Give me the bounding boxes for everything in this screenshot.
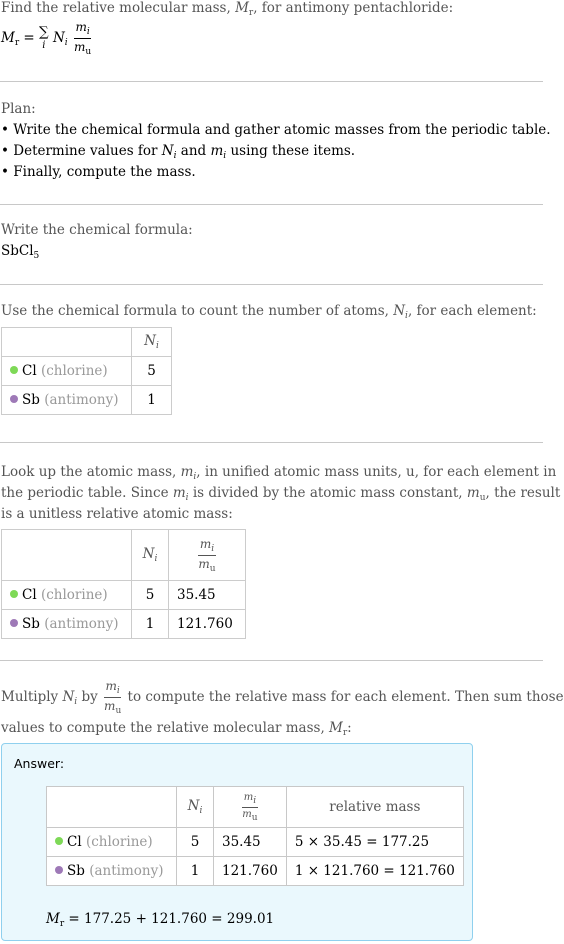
plan-item-2: • Determine values for $N_i$ and $m_i$ using these items. <box>1 143 356 161</box>
table-row: Cl (chlorine) 5 <box>2 357 172 386</box>
mass-text-line-2: the periodic table. Since $m_i$ is divided by the atomic mass constant, $m_u$, the result <box>1 485 561 503</box>
final-result: $M_r = 177.25 + 121.760 = 299.01$ <box>46 911 275 929</box>
atom-count-table <box>1 327 172 415</box>
divider <box>0 442 543 443</box>
plan-item-1: • Write the chemical formula and gather atomic masses from the periodic table. <box>1 122 551 138</box>
header-relative-mass: relative mass <box>286 787 463 828</box>
table-row: Cl (chlorine) 5 35.45 5 × 35.45 = 177.25 <box>47 828 464 857</box>
answer-box <box>1 743 473 941</box>
answer-label: Answer: <box>14 756 65 771</box>
divider <box>0 284 543 285</box>
mass-text-line-3: is a unitless relative atomic mass: <box>1 506 233 522</box>
chlorine-dot-icon <box>10 366 18 374</box>
antimony-dot-icon <box>10 619 18 627</box>
table-row: Cl (chlorine) 5 35.45 <box>2 581 246 610</box>
chlorine-dot-icon <box>10 590 18 598</box>
question-text: Find the relative molecular mass, $M_r$, for antimony pentachloride: <box>1 0 454 18</box>
divider <box>0 660 543 661</box>
formula-definition: $M_r$ = ∑ i $N_i$ $\frac{m_i}{m_u}$ <box>1 20 92 57</box>
antimony-dot-icon <box>55 866 63 874</box>
multiply-text-line-1: Multiply $N_i$ by $\frac{m_i}{m_u}$ to compute the relative mass for each element. Then sum those <box>1 679 564 716</box>
mass-ratio-fraction: $\frac{m_i}{m_u}$ <box>73 20 92 57</box>
plan-item-3: • Finally, compute the mass. <box>1 164 196 180</box>
divider <box>0 204 543 205</box>
header-N: $N_i$ <box>132 328 172 357</box>
chemical-formula: SbCl$_5$ <box>1 243 40 261</box>
formula-heading: Write the chemical formula: <box>1 222 193 238</box>
antimony-dot-icon <box>10 395 18 403</box>
count-instruction: Use the chemical formula to count the number of atoms, $N_i$, for each element: <box>1 303 537 321</box>
atomic-mass-table: $N_i$ $\frac{m_i}{m_u}$ Cl (chlorine) 5 35.45 Sb (antimony) 1 121.760 <box>1 529 246 639</box>
table-row: Sb (antimony) 1 121.760 1 × 121.760 = 121.760 <box>47 857 464 886</box>
divider <box>0 81 543 82</box>
answer-table: $N_i$ $\frac{mi}{mu}$ relative mass Cl (chlorine) 5 35.45 5 × 35.45 = 177.25 Sb (antimony) 1 121.760 1 × 121.760 = 121.760 <box>46 786 464 886</box>
table-row: Sb (antimony) 1 121.760 <box>2 610 246 639</box>
chlorine-dot-icon <box>55 837 63 845</box>
mass-text-line-1: Look up the atomic mass, $m_i$, in unified atomic mass units, u, for each element in <box>1 464 557 482</box>
table-row: Sb (antimony) 1 <box>2 386 172 415</box>
multiply-text-line-2: values to compute the relative molecular mass, $M_r$: <box>1 720 352 738</box>
plan-heading: Plan: <box>1 101 36 117</box>
